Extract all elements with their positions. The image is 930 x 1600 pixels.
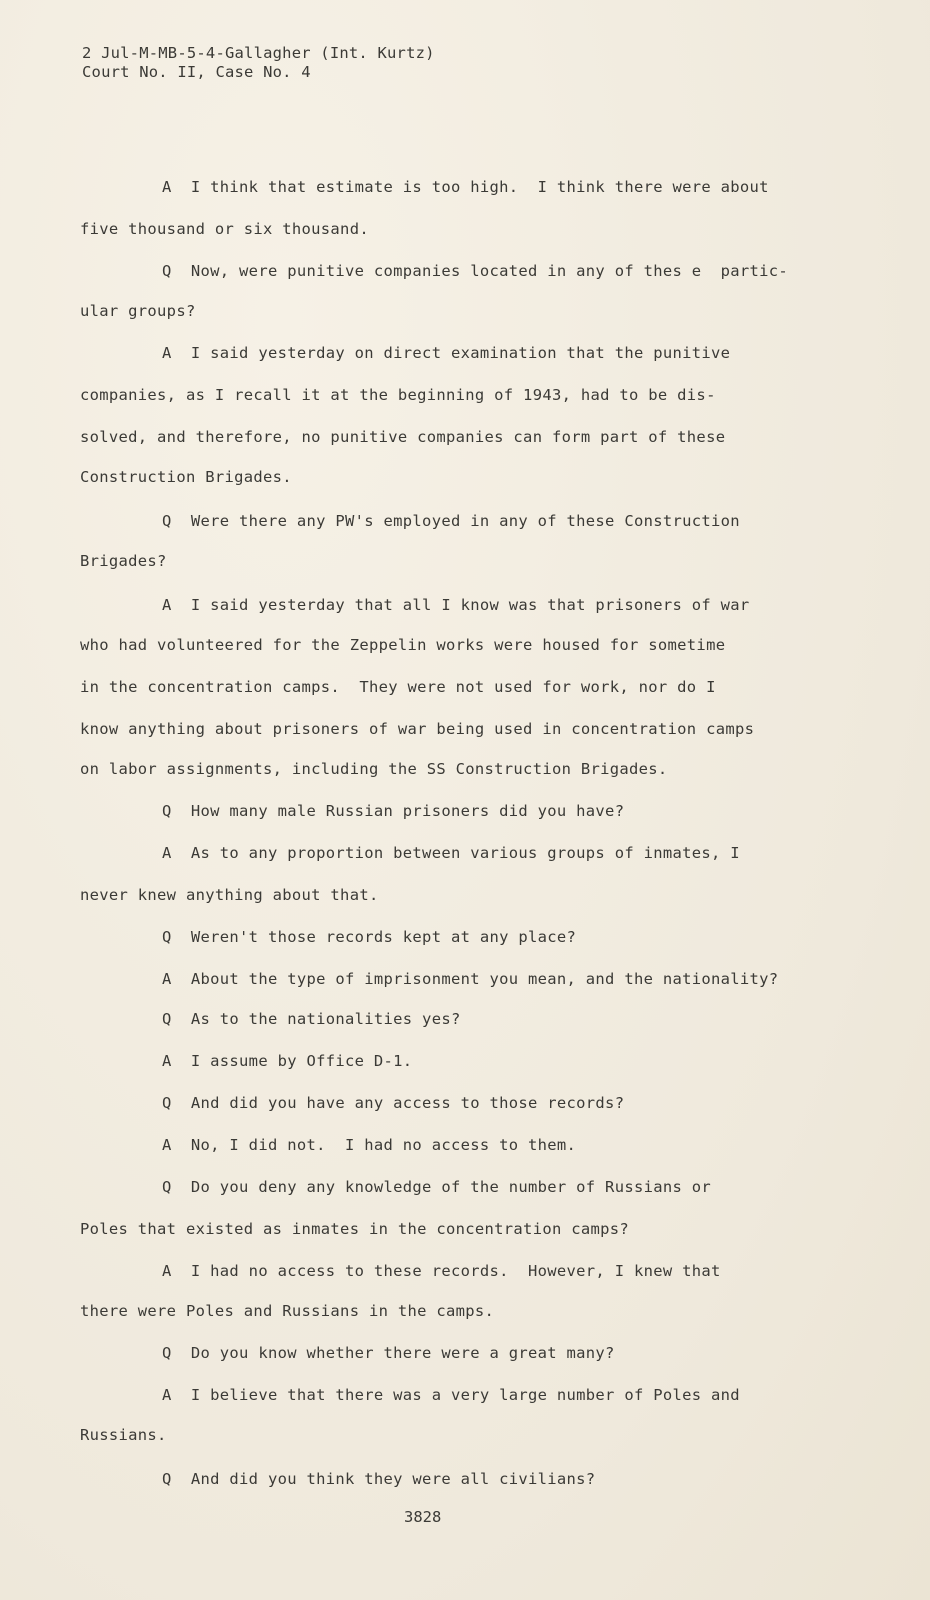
transcript-line: in the concentration camps. They were not used for work, nor do I xyxy=(80,678,716,696)
transcript-line: Q Weren't those records kept at any place? xyxy=(162,928,577,946)
transcript-line: A I assume by Office D-1. xyxy=(162,1052,413,1070)
transcript-line: Construction Brigades. xyxy=(80,468,292,486)
transcript-line: Brigades? xyxy=(80,552,167,570)
transcript-line: Q Do you deny any knowledge of the number of Russians or xyxy=(162,1178,712,1196)
transcript-line: A I had no access to these records. However, I knew that xyxy=(162,1262,721,1280)
transcript-line: Q How many male Russian prisoners did you have? xyxy=(162,802,625,820)
transcript-line: on labor assignments, including the SS Construction Brigades. xyxy=(80,760,668,778)
transcript-line: Q Do you know whether there were a great many? xyxy=(162,1344,615,1362)
transcript-line: A About the type of imprisonment you mean, and the nationality? xyxy=(162,970,779,988)
transcript-line: A As to any proportion between various groups of inmates, I xyxy=(162,844,740,862)
transcript-line: Q And did you think they were all civilians? xyxy=(162,1470,596,1488)
page-number: 3828 xyxy=(404,1508,442,1526)
transcript-line: solved, and therefore, no punitive companies can form part of these xyxy=(80,428,726,446)
transcript-line: Q Were there any PW's employed in any of these Construction xyxy=(162,512,740,530)
transcript-line: there were Poles and Russians in the camps. xyxy=(80,1302,495,1320)
transcript-line: A I said yesterday on direct examination that the punitive xyxy=(162,344,731,362)
transcript-line: five thousand or six thousand. xyxy=(80,220,369,238)
transcript-line: Q And did you have any access to those records? xyxy=(162,1094,625,1112)
transcript-line: A No, I did not. I had no access to them. xyxy=(162,1136,577,1154)
transcript-line: ular groups? xyxy=(80,302,196,320)
transcript-line: Q Now, were punitive companies located in any of thes e partic- xyxy=(162,262,789,280)
transcript-line: never knew anything about that. xyxy=(80,886,379,904)
transcript-line: who had volunteered for the Zeppelin works were housed for sometime xyxy=(80,636,726,654)
transcript-line: Russians. xyxy=(80,1426,167,1444)
transcript-line: Q As to the nationalities yes? xyxy=(162,1010,461,1028)
header-line-1: 2 Jul-M-MB-5-4-Gallagher (Int. Kurtz) xyxy=(82,44,435,62)
document-header xyxy=(82,44,435,82)
transcript-line: companies, as I recall it at the beginning of 1943, had to be dis- xyxy=(80,386,716,404)
header-line-2: Court No. II, Case No. 4 xyxy=(82,63,311,81)
transcript-line: A I believe that there was a very large number of Poles and xyxy=(162,1386,740,1404)
transcript-line: A I think that estimate is too high. I think there were about xyxy=(162,178,769,196)
transcript-line: A I said yesterday that all I know was that prisoners of war xyxy=(162,596,750,614)
transcript-line: Poles that existed as inmates in the concentration camps? xyxy=(80,1220,630,1238)
transcript-line: know anything about prisoners of war being used in concentration camps xyxy=(80,720,755,738)
